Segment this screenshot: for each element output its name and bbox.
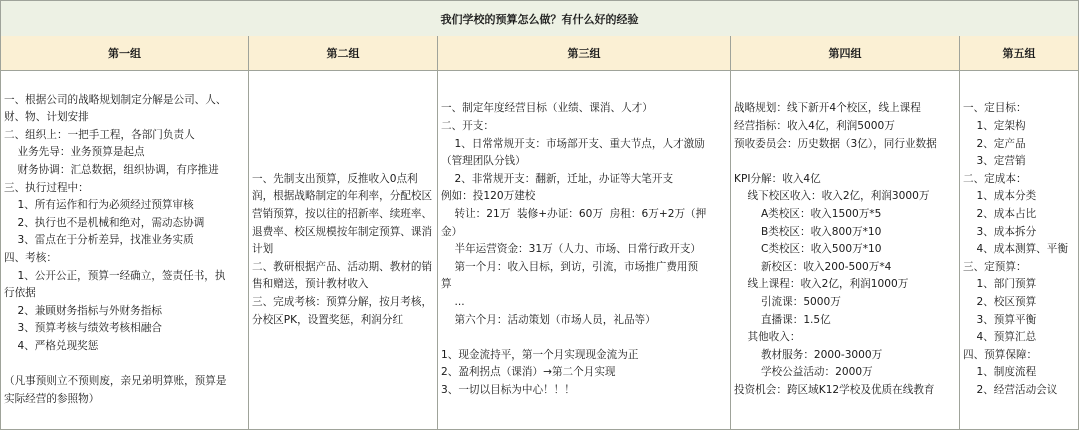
cell-text-line: 1、制度流程 <box>963 366 1037 379</box>
cell-text-line: 二、教研根据产品、活动期、教材的销售和赠送，预计教材收入 <box>252 260 433 291</box>
cell-text-line: 线下校区收入：收入2亿，利润3000万 <box>734 190 930 203</box>
cell-text-line: 1、现金流持平，第一个月实现现金流为正 <box>441 348 639 361</box>
cell-text-line: 1、定架构 <box>963 120 1026 133</box>
cell-text-line: ... <box>441 295 465 308</box>
cell-text-line: 3、雷点在于分析差异，找准业务实质 <box>4 234 194 247</box>
cell-text-line: B类校区：收入800万*10 <box>734 225 882 238</box>
group-1-header: 第一组 <box>1 36 249 70</box>
cell-text-line: 4、预算汇总 <box>963 331 1037 344</box>
table-title: 我们学校的预算怎么做？有什么好的经验 <box>1 1 1078 37</box>
cell-text-line: 财务协调：汇总数据，组织协调，有序推进 <box>4 164 219 177</box>
cell-text-line <box>731 153 959 171</box>
cell-text-line: 战略规划：线下新开4个校区，线上课程 <box>734 102 921 115</box>
cell-text-line: 行依据 <box>4 287 36 300</box>
cell-text-line: 1、成本分类 <box>963 190 1037 203</box>
cell-text-line: 直播课：1.5亿 <box>734 313 831 326</box>
cell-text-line: 经营指标：收入4亿，利润5000万 <box>734 120 895 133</box>
cell-text-line: 其他收入： <box>734 331 801 344</box>
cell-text-line: 2、定产品 <box>963 137 1026 150</box>
cell-text-line: 新校区：收入200-500万*4 <box>734 260 892 273</box>
group-4-cell <box>731 71 960 429</box>
cell-text-line: 转让：21万 装修+办证：60万 房租：6万+2万（押 <box>441 208 707 221</box>
cell-text-line: 1、公开公正，预算一经确立，签责任书，执 <box>4 269 226 282</box>
cell-text-line: 2、盈利拐点（课消）→第二个月实现 <box>441 366 616 379</box>
cell-text-line: 二、开支： <box>441 120 494 133</box>
cell-text-line: 三、定预算： <box>963 260 1027 273</box>
cell-text-line: 一、先制支出预算，反推收入0点利润，根据战略制定的年利率，分配校区营销预算，按以往的招新率、续班率、退费率、校区规模按年制定预算、课消计划 <box>252 172 433 256</box>
cell-text-line: 实际经营的参照物） <box>4 392 100 405</box>
cell-text-line <box>1 356 248 374</box>
cell-text-line: 投资机会：跨区域K12学校及优质在线教育 <box>734 383 935 396</box>
cell-text-line: 业务先导：业务预算是起点 <box>4 146 145 159</box>
cell-text-line: 3、预算考核与绩效考核相融合 <box>4 322 162 335</box>
cell-text-line: 一、根据公司的战略规划制定分解是公司、人、 <box>4 93 227 106</box>
cell-text-line: 4、成本测算、平衡 <box>963 243 1068 256</box>
group-4-header: 第四组 <box>731 36 960 70</box>
cell-text-line: 例如：投120万建校 <box>441 190 536 203</box>
cell-text-line: 3、预算平衡 <box>963 313 1037 326</box>
cell-text-line: 2、执行也不是机械和绝对，需动态协调 <box>4 216 205 229</box>
cell-text-line: 第六个月：活动策划（市场人员，礼品等） <box>441 313 656 326</box>
cell-text-line: 二、定成本： <box>963 172 1027 185</box>
cell-text-line <box>438 329 730 347</box>
cell-text-line: 2、成本占比 <box>963 208 1037 221</box>
cell-text-line: 线上课程：收入2亿，利润1000万 <box>734 278 909 291</box>
group-2-cell <box>249 71 438 429</box>
group-3-header: 第三组 <box>438 36 731 70</box>
cell-text-line: 3、一切以目标为中心！！！ <box>441 383 575 396</box>
group-2-header: 第二组 <box>249 36 438 70</box>
cell-text-line: 预收委员会：历史数据（3亿），同行业数据 <box>734 137 937 150</box>
cell-text-line: 四、考核： <box>4 252 57 264</box>
cell-text-line: 引流课：5000万 <box>734 295 841 308</box>
cell-text-line: 二、组织上：一把手工程，各部门负责人 <box>4 128 195 141</box>
cell-text-line: 第一个月：收入目标，到访，引流，市场推广费用预 <box>441 260 699 273</box>
cell-text-line: 学校公益活动：2000万 <box>734 366 873 379</box>
cell-text-line: 三、完成考核：预算分解，按月考核，分校区PK，设置奖惩，利润分红 <box>252 295 433 326</box>
cell-text-line: 2、校区预算 <box>963 295 1037 308</box>
cell-text-line: 3、成本拆分 <box>963 225 1037 238</box>
cell-text-line: 1、日常常规开支：市场部开支、重大节点，人才激励 <box>441 137 705 150</box>
cell-text-line: 2、经营活动会议 <box>963 383 1058 396</box>
cell-text-line: 1、所有运作和行为必须经过预算审核 <box>4 199 194 212</box>
group-1-cell <box>1 71 249 429</box>
cell-text-line: 三、执行过程中： <box>4 181 89 194</box>
cell-text-line: C类校区：收入500万*10 <box>734 243 882 256</box>
header-row <box>1 36 1078 71</box>
group-5-header: 第五组 <box>1002 47 1036 60</box>
cell-text-line: KPI分解：收入4亿 <box>734 172 821 185</box>
cell-text-line: 2、兼顾财务指标与外财务指标 <box>4 304 162 317</box>
cell-text-line: 算 <box>441 278 452 291</box>
cell-text-line: 金） <box>441 225 463 238</box>
cell-text-line: 4、严格兑现奖惩 <box>4 339 99 352</box>
cell-text-line: 半年运营资金：31万（人力、市场、日常行政开支） <box>441 243 702 256</box>
cell-text-line: 2、非常规开支：翻新，迁址，办证等大笔开支 <box>441 172 674 185</box>
cell-text-line: 1、部门预算 <box>963 278 1037 291</box>
cell-text-line: 教材服务：2000-3000万 <box>734 348 883 361</box>
group-5-cell <box>960 71 1078 429</box>
cell-text-line: 四、预算保障： <box>963 348 1038 361</box>
cell-text-line: A类校区：收入1500万*5 <box>734 208 882 221</box>
cell-text-line: 财、物、计划安排 <box>4 111 89 124</box>
group-3-cell <box>438 71 731 429</box>
cell-text-line: （凡事预则立不预则废，亲兄弟明算账，预算是 <box>4 375 227 388</box>
cell-text-line: （管理团队分钱） <box>441 155 526 168</box>
body-row <box>1 71 1078 429</box>
cell-text-line: 3、定营销 <box>963 155 1026 168</box>
cell-text-line: 一、定目标： <box>963 102 1027 115</box>
cell-text-line: 一、制定年度经营目标（业绩、课消、人才） <box>441 102 653 115</box>
